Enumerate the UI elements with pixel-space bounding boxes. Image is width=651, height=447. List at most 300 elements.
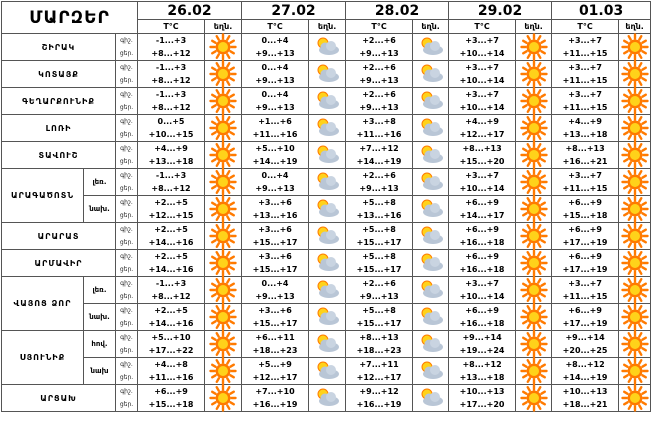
- temperature-cell: [138, 169, 205, 196]
- region-name: ՎԱՅՈՑ ՁՈՐ: [2, 277, 84, 331]
- subregion-label: նախ.: [84, 304, 116, 331]
- temperature-cell: [346, 196, 413, 223]
- partly-cloudy-icon: [413, 169, 449, 196]
- day-temp: +9...+13: [359, 49, 399, 58]
- day-temp: +13...+18: [459, 373, 505, 382]
- night-temp: +3...+6: [258, 306, 292, 315]
- sun-icon: [205, 358, 242, 385]
- forecast-row: [2, 169, 651, 196]
- temperature-cell: [346, 142, 413, 169]
- day-temp: +8...+12: [151, 49, 191, 58]
- night-temp: +3...+7: [568, 36, 602, 45]
- temperature-cell: [242, 88, 309, 115]
- partly-cloudy-icon: [309, 277, 346, 304]
- sun-icon: [205, 250, 242, 277]
- sun-icon: [516, 34, 552, 61]
- temperature-cell: [346, 385, 413, 412]
- night-temp: +2...+6: [362, 63, 396, 72]
- temperature-cell: [242, 34, 309, 61]
- sun-icon: [205, 223, 242, 250]
- partly-cloudy-icon: [413, 331, 449, 358]
- night-temp: +2...+6: [362, 90, 396, 99]
- weather-column-header: եղն.: [516, 20, 552, 34]
- night-temp: +5...+10: [151, 333, 191, 342]
- day-temp: +15...+20: [459, 157, 505, 166]
- day-temp: +16...+18: [459, 265, 505, 274]
- night-temp: +3...+7: [465, 63, 499, 72]
- day-temp: +16...+19: [252, 400, 298, 409]
- sun-icon: [205, 304, 242, 331]
- partly-cloudy-icon: [309, 169, 346, 196]
- night-temp: +6...+9: [154, 387, 188, 396]
- day-temp: +14...+19: [562, 373, 608, 382]
- day-label: ցեր.: [119, 401, 134, 408]
- forecast-row: [2, 304, 651, 331]
- day-temp: +14...+16: [148, 265, 194, 274]
- sun-icon: [205, 277, 242, 304]
- day-temp: +18...+21: [562, 400, 608, 409]
- day-label: ցեր.: [119, 374, 134, 381]
- night-temp: +6...+11: [255, 333, 295, 342]
- day-temp: +11...+16: [148, 373, 194, 382]
- temperature-cell: [449, 115, 516, 142]
- temperature-cell: [138, 277, 205, 304]
- period-labels: [116, 196, 138, 223]
- temperature-cell: [449, 88, 516, 115]
- region-name: ԳԵՂԱՐՔՈՒՆԻՔ: [2, 88, 116, 115]
- night-temp: +8...+13: [359, 333, 399, 342]
- night-temp: +9...+14: [462, 333, 502, 342]
- day-temp: +17...+19: [562, 238, 608, 247]
- weather-column-header: եղն.: [619, 20, 651, 34]
- sun-icon: [619, 223, 651, 250]
- subregion-label: հով.: [84, 331, 116, 358]
- sun-icon: [516, 169, 552, 196]
- night-temp: +6...+9: [568, 306, 602, 315]
- temperature-cell: [449, 250, 516, 277]
- night-temp: -1...+3: [155, 63, 187, 72]
- region-name: ԿՈՏԱՅՔ: [2, 61, 116, 88]
- sun-icon: [619, 331, 651, 358]
- day-label: ցեր.: [119, 212, 134, 219]
- day-temp: +10...+14: [459, 184, 505, 193]
- temperature-cell: [552, 169, 619, 196]
- temperature-cell: [449, 385, 516, 412]
- temperature-cell: [138, 358, 205, 385]
- day-temp: +9...+13: [359, 76, 399, 85]
- sun-icon: [516, 277, 552, 304]
- night-label: գիշ.: [120, 361, 133, 368]
- night-temp: +3...+7: [568, 90, 602, 99]
- day-temp: +19...+24: [459, 346, 505, 355]
- temperature-cell: [138, 88, 205, 115]
- night-temp: 0...+5: [157, 117, 185, 126]
- day-temp: +12...+15: [148, 211, 194, 220]
- day-temp: +8...+12: [151, 292, 191, 301]
- forecast-row: [2, 196, 651, 223]
- period-labels: [116, 223, 138, 250]
- day-temp: +9...+13: [359, 184, 399, 193]
- sun-icon: [516, 331, 552, 358]
- subregion-label: լեռ.: [84, 277, 116, 304]
- night-label: գիշ.: [120, 199, 133, 206]
- night-temp: +3...+7: [465, 36, 499, 45]
- day-temp: +9...+13: [359, 292, 399, 301]
- partly-cloudy-icon: [413, 88, 449, 115]
- night-temp: +8...+12: [565, 360, 605, 369]
- day-temp: +11...+16: [252, 130, 298, 139]
- temperature-cell: [552, 61, 619, 88]
- forecast-row: [2, 115, 651, 142]
- partly-cloudy-icon: [309, 115, 346, 142]
- period-labels: [116, 61, 138, 88]
- temperature-cell: [242, 277, 309, 304]
- forecast-row: [2, 34, 651, 61]
- temperature-cell: [242, 223, 309, 250]
- night-temp: +5...+8: [362, 225, 396, 234]
- sun-icon: [619, 34, 651, 61]
- partly-cloudy-icon: [309, 250, 346, 277]
- day-temp: +10...+14: [459, 103, 505, 112]
- forecast-table: [1, 1, 651, 412]
- temperature-cell: [449, 169, 516, 196]
- day-temp: +9...+13: [255, 49, 295, 58]
- forecast-row: [2, 358, 651, 385]
- day-temp: +16...+18: [459, 238, 505, 247]
- night-temp: +2...+6: [362, 279, 396, 288]
- night-label: գիշ.: [120, 118, 133, 125]
- night-temp: +5...+8: [362, 306, 396, 315]
- partly-cloudy-icon: [309, 331, 346, 358]
- weather-column-header: եղն.: [205, 20, 242, 34]
- sun-icon: [619, 115, 651, 142]
- night-temp: -1...+3: [155, 171, 187, 180]
- sun-icon: [516, 196, 552, 223]
- sun-icon: [619, 358, 651, 385]
- partly-cloudy-icon: [413, 358, 449, 385]
- day-label: ցեր.: [119, 347, 134, 354]
- temperature-cell: [346, 250, 413, 277]
- period-labels: [116, 385, 138, 412]
- day-label: ցեր.: [119, 239, 134, 246]
- night-temp: +3...+7: [465, 279, 499, 288]
- day-temp: +9...+13: [255, 103, 295, 112]
- night-temp: +2...+6: [362, 36, 396, 45]
- day-label: ցեր.: [119, 158, 134, 165]
- partly-cloudy-icon: [413, 385, 449, 412]
- temperature-cell: [242, 304, 309, 331]
- day-temp: +15...+17: [356, 319, 402, 328]
- temperature-cell: [138, 142, 205, 169]
- region-name: ՍՅՈՒՆԻՔ: [2, 331, 84, 385]
- sun-icon: [205, 34, 242, 61]
- period-labels: [116, 88, 138, 115]
- temperature-cell: [138, 223, 205, 250]
- night-temp: 0...+4: [261, 171, 289, 180]
- forecast-row: [2, 88, 651, 115]
- temperature-cell: [346, 277, 413, 304]
- night-temp: +10...+13: [562, 387, 608, 396]
- temperature-cell: [346, 61, 413, 88]
- night-temp: +2...+5: [154, 225, 188, 234]
- forecast-row: [2, 223, 651, 250]
- night-label: գիշ.: [120, 64, 133, 71]
- day-temp: +18...+23: [356, 346, 402, 355]
- temperature-cell: [138, 61, 205, 88]
- night-temp: +4...+9: [465, 117, 499, 126]
- temperature-cell: [138, 34, 205, 61]
- temperature-cell: [346, 88, 413, 115]
- day-temp: +14...+16: [148, 319, 194, 328]
- night-temp: +2...+5: [154, 198, 188, 207]
- temperature-cell: [242, 61, 309, 88]
- night-temp: +4...+9: [568, 117, 602, 126]
- sun-icon: [619, 142, 651, 169]
- night-temp: +3...+7: [568, 279, 602, 288]
- day-temp: +17...+22: [148, 346, 194, 355]
- night-temp: +6...+9: [568, 198, 602, 207]
- day-temp: +13...+16: [356, 211, 402, 220]
- temp-column-header: T°C: [552, 20, 619, 34]
- night-temp: +3...+6: [258, 252, 292, 261]
- partly-cloudy-icon: [309, 142, 346, 169]
- sun-icon: [205, 61, 242, 88]
- partly-cloudy-icon: [309, 61, 346, 88]
- night-temp: +8...+13: [462, 144, 502, 153]
- temp-column-header: T°C: [242, 20, 309, 34]
- day-temp: +8...+12: [151, 76, 191, 85]
- night-temp: +9...+14: [565, 333, 605, 342]
- day-temp: +12...+17: [252, 373, 298, 382]
- night-label: գիշ.: [120, 253, 133, 260]
- sun-icon: [205, 331, 242, 358]
- day-temp: +15...+18: [562, 211, 608, 220]
- temperature-cell: [138, 250, 205, 277]
- sun-icon: [516, 223, 552, 250]
- temperature-cell: [449, 61, 516, 88]
- temp-column-header: T°C: [138, 20, 205, 34]
- night-temp: +4...+9: [154, 144, 188, 153]
- night-temp: 0...+4: [261, 63, 289, 72]
- temperature-cell: [346, 304, 413, 331]
- day-temp: +8...+12: [151, 103, 191, 112]
- period-labels: [116, 34, 138, 61]
- temperature-cell: [242, 250, 309, 277]
- day-temp: +9...+13: [359, 103, 399, 112]
- partly-cloudy-icon: [413, 61, 449, 88]
- day-temp: +15...+17: [356, 265, 402, 274]
- partly-cloudy-icon: [309, 223, 346, 250]
- sun-icon: [516, 358, 552, 385]
- day-temp: +17...+19: [562, 265, 608, 274]
- night-temp: +5...+10: [255, 144, 295, 153]
- temperature-cell: [138, 115, 205, 142]
- night-temp: +3...+7: [568, 171, 602, 180]
- partly-cloudy-icon: [309, 196, 346, 223]
- regions-header: ՄԱՐԶԵՐ: [2, 2, 138, 34]
- night-temp: +5...+9: [258, 360, 292, 369]
- partly-cloudy-icon: [413, 277, 449, 304]
- day-temp: +15...+17: [252, 238, 298, 247]
- night-temp: +5...+8: [362, 198, 396, 207]
- forecast-row: [2, 61, 651, 88]
- temperature-cell: [552, 331, 619, 358]
- date-header-3: 28.02: [346, 2, 449, 20]
- night-temp: +3...+7: [465, 90, 499, 99]
- night-temp: -1...+3: [155, 90, 187, 99]
- weather-column-header: եղն.: [413, 20, 449, 34]
- day-label: ցեր.: [119, 77, 134, 84]
- period-labels: [116, 115, 138, 142]
- sun-icon: [516, 142, 552, 169]
- partly-cloudy-icon: [413, 250, 449, 277]
- temperature-cell: [242, 169, 309, 196]
- sun-icon: [516, 304, 552, 331]
- day-temp: +13...+18: [148, 157, 194, 166]
- temperature-cell: [242, 358, 309, 385]
- temperature-cell: [552, 88, 619, 115]
- sun-icon: [516, 115, 552, 142]
- partly-cloudy-icon: [413, 196, 449, 223]
- night-temp: +1...+6: [258, 117, 292, 126]
- temperature-cell: [346, 331, 413, 358]
- day-temp: +15...+17: [356, 238, 402, 247]
- temperature-cell: [449, 304, 516, 331]
- sun-icon: [205, 169, 242, 196]
- night-temp: +2...+6: [362, 171, 396, 180]
- night-temp: +6...+9: [465, 225, 499, 234]
- day-temp: +12...+17: [459, 130, 505, 139]
- day-temp: +18...+23: [252, 346, 298, 355]
- sun-icon: [205, 385, 242, 412]
- night-temp: +3...+8: [362, 117, 396, 126]
- sun-icon: [619, 196, 651, 223]
- forecast-row: [2, 250, 651, 277]
- sun-icon: [619, 304, 651, 331]
- night-temp: +7...+12: [359, 144, 399, 153]
- sun-icon: [205, 115, 242, 142]
- day-temp: +16...+21: [562, 157, 608, 166]
- night-temp: +3...+7: [465, 171, 499, 180]
- period-labels: [116, 304, 138, 331]
- region-name: ԼՈՌԻ: [2, 115, 116, 142]
- night-temp: +10...+13: [459, 387, 505, 396]
- sun-icon: [205, 142, 242, 169]
- day-temp: +14...+19: [252, 157, 298, 166]
- day-label: ցեր.: [119, 185, 134, 192]
- sun-icon: [619, 385, 651, 412]
- night-label: գիշ.: [120, 334, 133, 341]
- date-header-1: 26.02: [138, 2, 242, 20]
- day-temp: +16...+18: [459, 319, 505, 328]
- temperature-cell: [346, 34, 413, 61]
- night-temp: +3...+6: [258, 225, 292, 234]
- day-temp: +15...+17: [252, 319, 298, 328]
- day-temp: +17...+19: [562, 319, 608, 328]
- night-temp: -1...+3: [155, 279, 187, 288]
- temperature-cell: [552, 34, 619, 61]
- forecast-row: [2, 331, 651, 358]
- sun-icon: [619, 88, 651, 115]
- day-temp: +10...+14: [459, 292, 505, 301]
- night-temp: 0...+4: [261, 279, 289, 288]
- forecast-row: [2, 385, 651, 412]
- day-temp: +16...+19: [356, 400, 402, 409]
- temp-column-header: T°C: [449, 20, 516, 34]
- day-temp: +11...+15: [562, 49, 608, 58]
- temperature-cell: [552, 223, 619, 250]
- day-temp: +8...+12: [151, 184, 191, 193]
- day-temp: +11...+16: [356, 130, 402, 139]
- partly-cloudy-icon: [309, 358, 346, 385]
- temperature-cell: [138, 385, 205, 412]
- day-label: ցեր.: [119, 293, 134, 300]
- night-temp: +8...+12: [462, 360, 502, 369]
- sun-icon: [619, 250, 651, 277]
- night-label: գիշ.: [120, 91, 133, 98]
- night-temp: +9...+12: [359, 387, 399, 396]
- temperature-cell: [449, 196, 516, 223]
- temperature-cell: [552, 196, 619, 223]
- temperature-cell: [346, 169, 413, 196]
- forecast-row: [2, 142, 651, 169]
- day-label: ցեր.: [119, 320, 134, 327]
- night-temp: +6...+9: [568, 225, 602, 234]
- night-temp: +6...+9: [465, 198, 499, 207]
- subregion-label: նախ: [84, 358, 116, 385]
- weather-column-header: եղն.: [309, 20, 346, 34]
- day-temp: +9...+13: [255, 184, 295, 193]
- night-label: գիշ.: [120, 226, 133, 233]
- night-temp: +7...+10: [255, 387, 295, 396]
- day-temp: +10...+14: [459, 49, 505, 58]
- temperature-cell: [242, 115, 309, 142]
- period-labels: [116, 250, 138, 277]
- date-header-2: 27.02: [242, 2, 346, 20]
- temperature-cell: [138, 304, 205, 331]
- region-name: ՇԻՐԱԿ: [2, 34, 116, 61]
- temp-column-header: T°C: [346, 20, 413, 34]
- day-temp: +17...+20: [459, 400, 505, 409]
- period-labels: [116, 358, 138, 385]
- night-label: գիշ.: [120, 37, 133, 44]
- partly-cloudy-icon: [309, 385, 346, 412]
- sun-icon: [619, 169, 651, 196]
- temperature-cell: [138, 196, 205, 223]
- night-temp: +6...+9: [465, 252, 499, 261]
- temperature-cell: [552, 115, 619, 142]
- night-temp: +3...+6: [258, 198, 292, 207]
- day-temp: +14...+19: [356, 157, 402, 166]
- temperature-cell: [449, 331, 516, 358]
- night-temp: +7...+11: [359, 360, 399, 369]
- day-temp: +10...+15: [148, 130, 194, 139]
- night-label: գիշ.: [120, 280, 133, 287]
- day-temp: +13...+18: [562, 130, 608, 139]
- period-labels: [116, 142, 138, 169]
- forecast-row: [2, 277, 651, 304]
- region-name: ԱՐԱԳԱԾՈՏՆ: [2, 169, 84, 223]
- sun-icon: [516, 88, 552, 115]
- region-name: ՏԱՎՈՒՇ: [2, 142, 116, 169]
- night-temp: +6...+9: [568, 252, 602, 261]
- region-name: ԱՐՑԱԽ: [2, 385, 116, 412]
- temperature-cell: [449, 142, 516, 169]
- partly-cloudy-icon: [309, 304, 346, 331]
- night-temp: +4...+8: [154, 360, 188, 369]
- night-temp: +3...+7: [568, 63, 602, 72]
- temperature-cell: [242, 385, 309, 412]
